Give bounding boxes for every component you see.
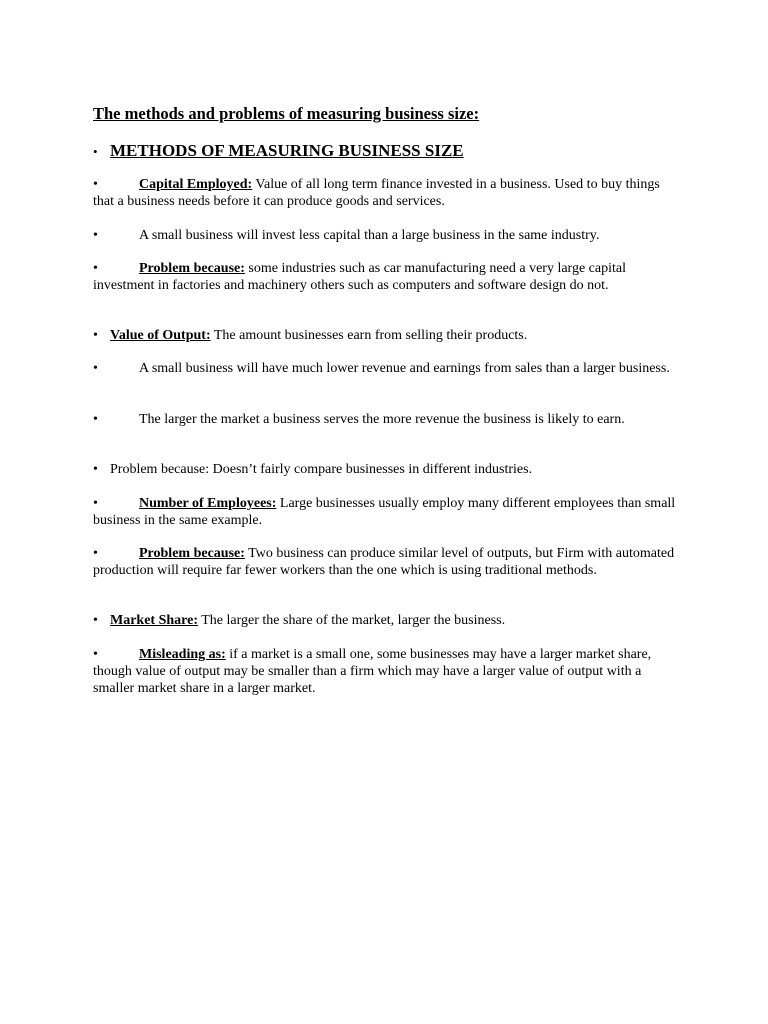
bullet: • bbox=[93, 546, 98, 561]
bullet: • bbox=[93, 261, 98, 276]
paragraph-text: The larger the market a business serves the more revenue the business is likely to earn. bbox=[139, 412, 625, 427]
paragraph-problem-output bbox=[93, 462, 678, 479]
paragraph-text: Problem because: Doesn’t fairly compare businesses in different industries. bbox=[110, 462, 533, 477]
paragraph-text: Two business can produce similar level of outputs, but Firm with automated production will require far fewer workers than the one which is using traditional methods. bbox=[93, 546, 675, 578]
paragraph-lead: Misleading as: bbox=[139, 647, 226, 662]
paragraph-larger-market bbox=[93, 412, 678, 429]
paragraph-lead: Value of Output: bbox=[110, 328, 211, 343]
document-title: The methods and problems of measuring business size: bbox=[93, 104, 480, 123]
paragraph-misleading bbox=[93, 647, 678, 697]
paragraph-text: some industries such as car manufacturing need a very large capital investment in factories and machinery others such as computers and software design do not. bbox=[93, 261, 626, 293]
paragraph-lead: Market Share: bbox=[110, 613, 198, 628]
paragraph-small-business-capital bbox=[93, 228, 678, 245]
bullet: • bbox=[93, 144, 98, 159]
paragraph-lead: Number of Employees: bbox=[139, 496, 277, 511]
paragraph-text: A small business will have much lower revenue and earnings from sales than a larger business. bbox=[139, 361, 670, 376]
paragraph-text: The amount businesses earn from selling their products. bbox=[210, 328, 528, 343]
paragraph-text: A small business will invest less capital than a large business in the same industry. bbox=[139, 228, 600, 243]
bullet: • bbox=[93, 496, 98, 511]
paragraph-text: if a market is a small one, some businesses may have a larger market share, though value of output may be smaller than a firm which may have a larger value of output with a smaller market share in a larger market. bbox=[93, 647, 652, 696]
section-heading-text: METHODS OF MEASURING BUSINESS SIZE bbox=[110, 141, 464, 160]
paragraph-small-business-revenue bbox=[93, 361, 678, 378]
bullet: • bbox=[93, 613, 98, 628]
paragraph-text: The larger the share of the market, larger the business. bbox=[198, 613, 506, 628]
section-heading bbox=[93, 140, 464, 163]
bullet: • bbox=[93, 462, 98, 477]
paragraph-text: Value of all long term finance invested in a business. Used to buy things that a business needs before it can produce goods and services. bbox=[93, 177, 660, 209]
paragraph-number-of-employees bbox=[93, 496, 678, 530]
paragraph-text: Large businesses usually employ many different employees than small business in the same example. bbox=[93, 496, 676, 528]
paragraph-problem-capital bbox=[93, 261, 678, 295]
paragraph-lead: Capital Employed: bbox=[139, 177, 253, 192]
paragraph-capital-employed bbox=[93, 177, 678, 211]
bullet: • bbox=[93, 361, 98, 376]
paragraph-market-share bbox=[93, 613, 678, 630]
bullet: • bbox=[93, 177, 98, 192]
bullet: • bbox=[93, 328, 98, 343]
paragraph-value-of-output bbox=[93, 328, 678, 345]
bullet: • bbox=[93, 647, 98, 662]
paragraph-problem-employees bbox=[93, 546, 678, 580]
bullet: • bbox=[93, 412, 98, 427]
bullet: • bbox=[93, 228, 98, 243]
paragraph-lead: Problem because: bbox=[139, 261, 245, 276]
paragraph-lead: Problem because: bbox=[139, 546, 245, 561]
